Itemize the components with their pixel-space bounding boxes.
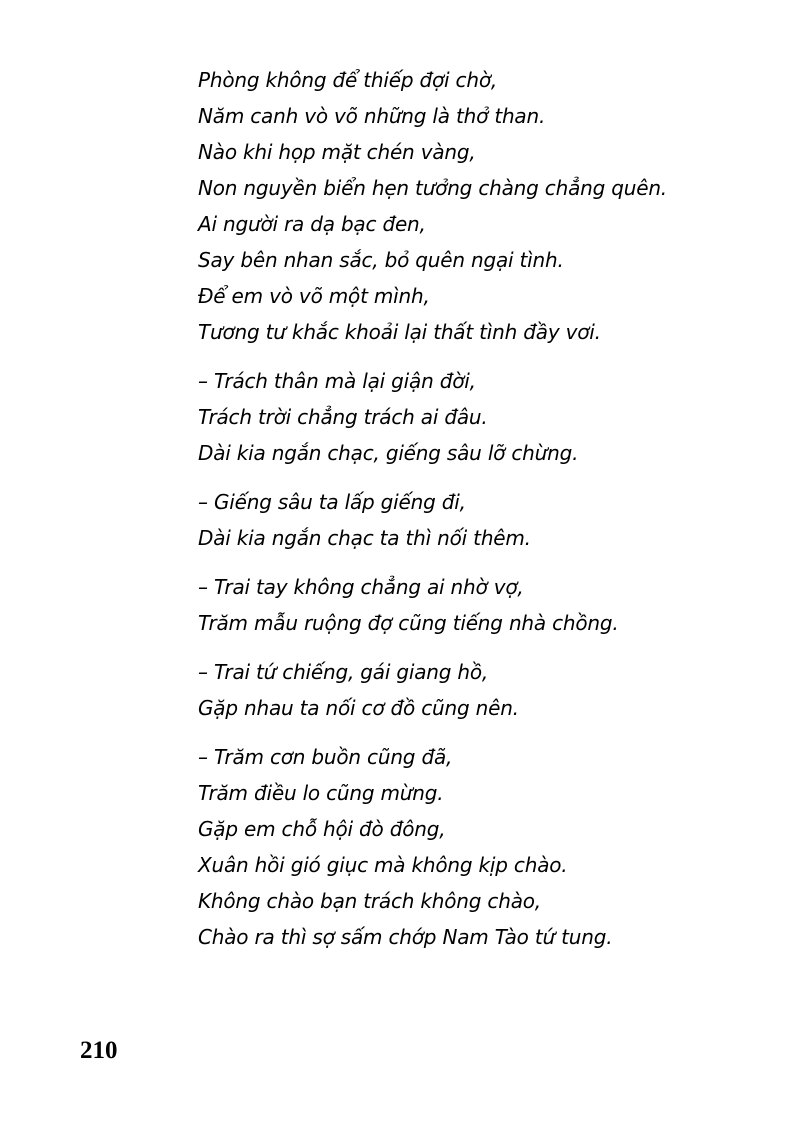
stanza-2 — [198, 363, 778, 471]
poem-line: – Trai tay không chẳng ai nhờ vợ, — [198, 575, 524, 599]
poem-line: Xuân hồi gió giục mà không kịp chào. — [198, 853, 568, 877]
poem-line: Non nguyền biển hẹn tưởng chàng chẳng quên. — [198, 176, 667, 200]
poem-line: Tương tư khắc khoải lại thất tình đầy vơi. — [198, 320, 601, 344]
poem-line: Trăm điều lo cũng mừng. — [198, 781, 444, 805]
poem-line: Say bên nhan sắc, bỏ quên ngại tình. — [198, 248, 564, 272]
poem-line: Trách trời chẳng trách ai đâu. — [198, 405, 488, 429]
stanza-3 — [198, 484, 778, 556]
poem-line: Gặp em chỗ hội đò đông, — [198, 817, 446, 841]
poem-line: – Trăm cơn buồn cũng đã, — [198, 745, 453, 769]
poem-line: Chào ra thì sợ sấm chớp Nam Tào tứ tung. — [198, 925, 613, 949]
poem-line: – Trai tứ chiếng, gái giang hồ, — [198, 660, 489, 684]
poem-line: Ai người ra dạ bạc đen, — [198, 212, 426, 236]
poem-line: Phòng không để thiếp đợi chờ, — [198, 68, 498, 92]
poem-line: – Giếng sâu ta lấp giếng đi, — [198, 490, 466, 514]
stanza-4 — [198, 569, 778, 641]
poem-line: Dài kia ngắn chạc, giếng sâu lỡ chừng. — [198, 441, 579, 465]
page-number: 210 — [80, 1037, 118, 1064]
stanza-5 — [198, 654, 778, 726]
poem-line: Trăm mẫu ruộng đợ cũng tiếng nhà chồng. — [198, 611, 619, 635]
poem-line: – Trách thân mà lại giận đời, — [198, 369, 476, 393]
poem-line: Dài kia ngắn chạc ta thì nối thêm. — [198, 526, 531, 550]
poem-line: Nào khi họp mặt chén vàng, — [198, 140, 476, 164]
poem-line: Không chào bạn trách không chào, — [198, 889, 541, 913]
poem-body — [198, 62, 778, 968]
poem-line: Năm canh vò võ những là thở than. — [198, 104, 546, 128]
poem-line: Để em vò võ một mình, — [198, 284, 430, 308]
poem-line: Gặp nhau ta nối cơ đồ cũng nên. — [198, 696, 519, 720]
stanza-1 — [198, 62, 778, 350]
stanza-6 — [198, 739, 778, 955]
